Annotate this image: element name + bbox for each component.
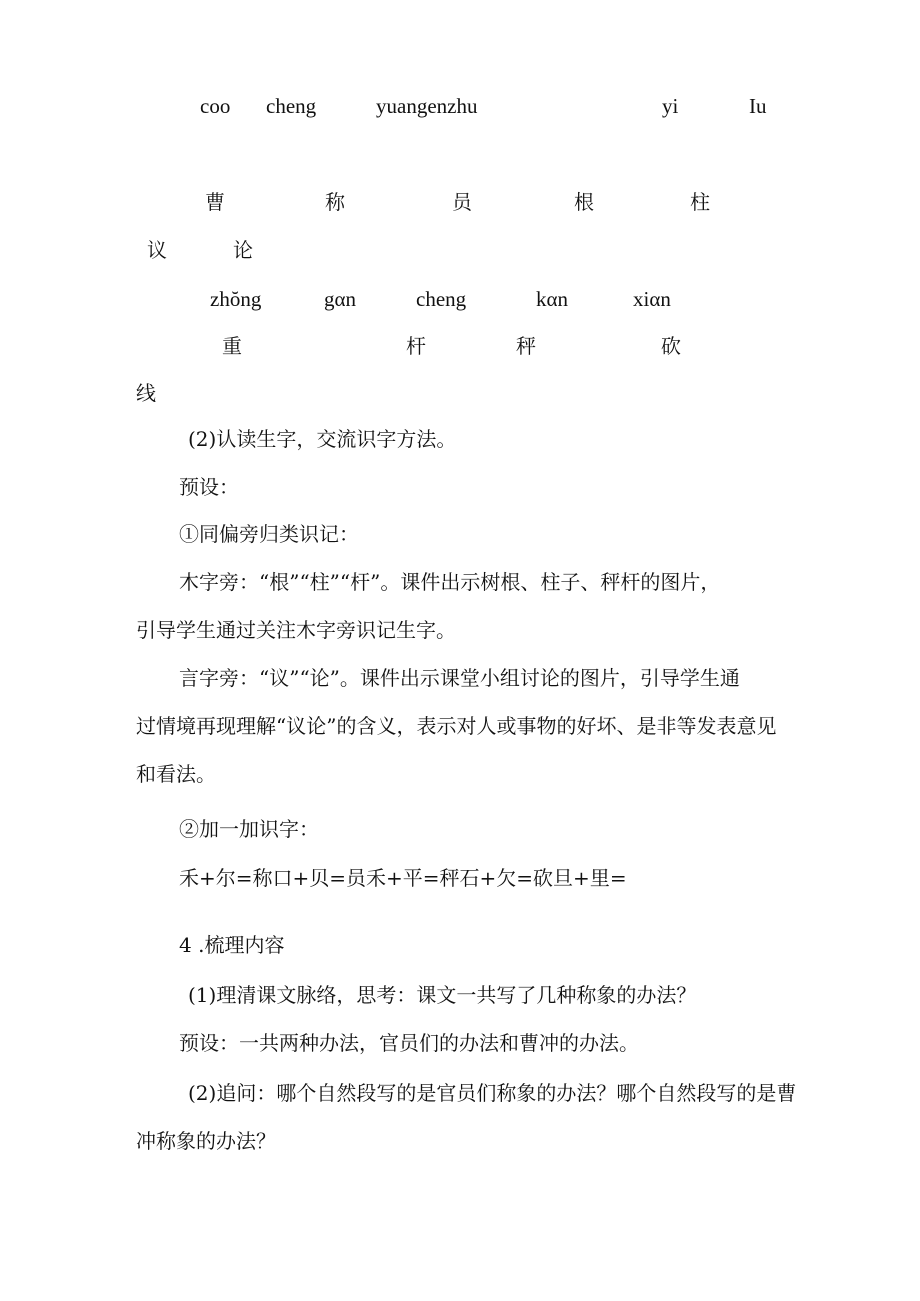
pinyin-zhong: zhŏng [210, 287, 262, 311]
hanzi-cao: 曹 [205, 190, 225, 214]
section-heading-organize-content: 4 .梳理内容 [179, 933, 285, 957]
pinyin-kan: kαn [536, 287, 569, 311]
hanzi-kan: 砍 [661, 334, 681, 358]
speech-radical-line-3: 和看法。 [136, 762, 216, 786]
pinyin-cheng: cheng [266, 94, 317, 118]
wood-radical-line-1: 木字旁：“根”“柱”“杆”。课件出示树根、柱子、秤杆的图片， [179, 570, 721, 594]
follow-up-question-line-2: 冲称象的办法？ [136, 1129, 276, 1153]
preset-label: 预设： [179, 475, 239, 499]
pinyin-cao: coo [200, 94, 231, 118]
character-equations: 禾+尔=称口+贝=员禾+平=秤石+欠=砍旦+里= [179, 866, 627, 890]
hanzi-zhong: 重 [222, 334, 242, 358]
pinyin-cheng-2: cheng [416, 287, 467, 311]
hanzi-cheng: 称 [325, 190, 345, 214]
step-recognize-characters: (2)认读生字，交流识字方法。 [188, 427, 457, 451]
hanzi-yi: 议 [147, 238, 167, 262]
hanzi-gan: 杆 [406, 334, 426, 358]
method-add-components: ②加一加识字： [179, 817, 319, 841]
hanzi-zhu: 柱 [690, 190, 710, 214]
wood-radical-line-2: 引导学生通过关注木字旁识记生字。 [136, 618, 456, 642]
pinyin-yi: yi [662, 94, 679, 118]
preset-answer: 预设：一共两种办法，官员们的办法和曹冲的办法。 [179, 1031, 639, 1055]
hanzi-cheng-scale: 秤 [516, 334, 536, 358]
speech-radical-line-1: 言字旁：“议”“论”。课件出示课堂小组讨论的图片，引导学生通 [179, 666, 740, 690]
hanzi-yuan: 员 [452, 190, 472, 214]
hanzi-gen: 根 [574, 190, 594, 214]
pinyin-xian: xiαn [633, 287, 671, 311]
question-text-structure: (1)理清课文脉络，思考：课文一共写了几种称象的办法？ [188, 983, 697, 1007]
method-same-radical: ①同偏旁归类识记： [179, 522, 359, 546]
pinyin-yuan-gen-zhu: yuangenzhu [376, 94, 478, 118]
pinyin-lun: Iu [749, 94, 767, 118]
pinyin-gan: gαn [324, 287, 357, 311]
hanzi-xian: 线 [136, 381, 156, 405]
hanzi-lun: 论 [233, 238, 253, 262]
follow-up-question-line-1: (2)追问：哪个自然段写的是官员们称象的办法？哪个自然段写的是曹 [188, 1081, 797, 1105]
speech-radical-line-2: 过情境再现理解“议论”的含义，表示对人或事物的好坏、是非等发表意见 [136, 714, 777, 738]
